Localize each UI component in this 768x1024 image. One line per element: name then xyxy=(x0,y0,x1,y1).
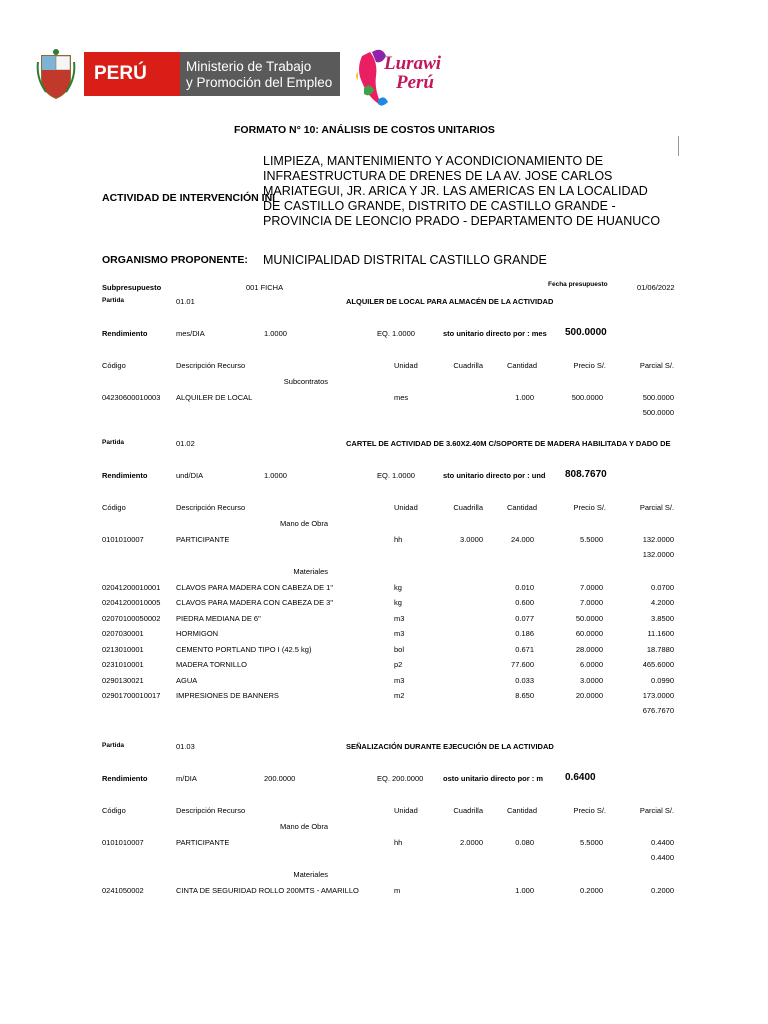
rendimiento-label: Rendimiento xyxy=(102,774,148,783)
ministry-line-1: Ministerio de Trabajo xyxy=(186,59,312,74)
row-parcial: 465.6000 xyxy=(642,660,674,669)
row-parcial: 18.7880 xyxy=(646,644,674,654)
row-precio: 5.5000 xyxy=(580,838,603,847)
row-descripcion: HORMIGON xyxy=(176,629,219,638)
partida-name: ALQUILER DE LOCAL PARA ALMACÉN DE LA ACTIVIDAD xyxy=(346,297,554,306)
row-unidad: mes xyxy=(394,393,409,402)
col-codigo: Código xyxy=(102,503,126,512)
row-cantidad: 0.186 xyxy=(515,629,534,638)
row-codigo: 02901700010017 xyxy=(102,691,161,700)
partida-label: Partida xyxy=(102,742,125,749)
row-codigo: 0207030001 xyxy=(102,629,144,638)
row-precio: 0.2000 xyxy=(580,885,603,895)
ministry-label xyxy=(180,52,340,96)
peru-coat-of-arms-icon xyxy=(36,48,76,100)
row-precio: 3.0000 xyxy=(580,675,603,685)
rendimiento-label: Rendimiento xyxy=(102,329,148,338)
row-unidad: bol xyxy=(394,644,405,654)
group-subtotal: 676.7670 xyxy=(642,705,674,715)
row-descripcion: ALQUILER DE LOCAL xyxy=(176,393,253,402)
col-unidad: Unidad xyxy=(394,806,418,815)
costo-unitario-label: sto unitario directo por : mes xyxy=(443,329,547,338)
row-codigo: 0241050002 xyxy=(102,885,144,895)
row-parcial: 11.1600 xyxy=(647,629,674,638)
row-cantidad: 24.000 xyxy=(511,535,534,544)
row-parcial: 4.2000 xyxy=(651,598,674,607)
row-descripcion: PIEDRA MEDIANA DE 6" xyxy=(176,613,261,623)
rendimiento-label: Rendimiento xyxy=(102,471,148,480)
group-subtotal: 0.4400 xyxy=(651,852,674,862)
row-cantidad: 8.650 xyxy=(515,691,534,700)
row-unidad: m2 xyxy=(394,691,405,700)
row-unidad: hh xyxy=(394,838,403,847)
rendimiento-value: 1.0000 xyxy=(264,329,287,338)
costo-unitario-value: 500.0000 xyxy=(565,327,607,338)
row-precio: 7.0000 xyxy=(580,598,603,607)
row-unidad: m3 xyxy=(394,613,405,623)
row-unidad: kg xyxy=(394,582,402,592)
row-cantidad: 1.000 xyxy=(515,885,534,895)
subpresupuesto-value: 001 FICHA xyxy=(246,283,284,292)
row-precio: 6.0000 xyxy=(580,660,603,669)
partida-name: CARTEL DE ACTIVIDAD DE 3.60X2.40M C/SOPORTE DE MADERA HABILITADA Y DADO DE xyxy=(346,439,671,448)
row-unidad: m3 xyxy=(394,675,405,685)
costo-unitario-label: sto unitario directo por : und xyxy=(443,471,546,480)
fecha-label: Fecha presupuesto xyxy=(548,281,608,288)
row-precio: 500.0000 xyxy=(571,393,603,402)
row-codigo: 02041200010001 xyxy=(102,582,161,592)
row-unidad: m3 xyxy=(394,629,405,638)
row-parcial: 132.0000 xyxy=(642,535,674,544)
row-descripcion: MADERA TORNILLO xyxy=(176,660,247,669)
rendimiento-unit: m/DIA xyxy=(176,774,197,783)
subpresupuesto-label: Subpresupuesto xyxy=(102,283,162,292)
row-cuadrilla: 2.0000 xyxy=(460,838,483,847)
row-cantidad: 0.033 xyxy=(515,675,534,685)
rendimiento-value: 200.0000 xyxy=(264,774,296,783)
costo-unitario-value: 0.6400 xyxy=(565,772,596,783)
partida-label: Partida xyxy=(102,439,125,446)
row-precio: 20.0000 xyxy=(575,691,603,700)
eq-value: EQ. 1.0000 xyxy=(377,471,415,480)
row-precio: 28.0000 xyxy=(575,644,603,654)
activity-label: ACTIVIDAD DE INTERVENCIÓN INI xyxy=(102,192,276,204)
row-codigo: 0290130021 xyxy=(102,675,144,685)
col-precio: Precio S/. xyxy=(573,361,606,370)
group-label: Mano de Obra xyxy=(280,822,328,831)
row-descripcion: CEMENTO PORTLAND TIPO I (42.5 kg) xyxy=(176,644,312,654)
ministry-line-2: y Promoción del Empleo xyxy=(186,75,333,90)
row-parcial: 0.2000 xyxy=(651,885,674,895)
row-descripcion: IMPRESIONES DE BANNERS xyxy=(176,691,279,700)
col-descripcion: Descripción Recurso xyxy=(176,361,246,370)
row-unidad: p2 xyxy=(394,660,403,669)
row-codigo: 0213010001 xyxy=(102,644,144,654)
row-cantidad: 0.671 xyxy=(515,644,534,654)
activity-value: LIMPIEZA, MANTENIMIENTO Y ACONDICIONAMIENTO DE INFRAESTRUCTURA DE DRENES DE LA AV. JOSE CARLOS MARIATEGUI, JR. ARICA Y JR. LAS AMERICAS EN LA LOCALIDAD DE CASTILLO GRANDE, DISTRITO DE CASTILLO GRANDE - PROVINCIA DE LEONCIO PRADO - DEPARTAMENTO DE HUANUCO xyxy=(263,154,661,228)
row-unidad: m xyxy=(394,885,401,895)
row-codigo: 0231010001 xyxy=(102,660,144,669)
col-cuadrilla: Cuadrilla xyxy=(453,361,483,370)
col-precio: Precio S/. xyxy=(573,806,606,815)
lurawi-line-1: Lurawi xyxy=(384,53,442,74)
col-cantidad: Cantidad xyxy=(506,806,537,815)
group-label: Materiales xyxy=(293,869,328,879)
partida-name: SEÑALIZACIÓN DURANTE EJECUCIÓN DE LA ACTIVIDAD xyxy=(346,742,554,751)
row-cantidad: 77.600 xyxy=(511,660,534,669)
eq-value: EQ. 200.0000 xyxy=(377,774,424,783)
col-parcial: Parcial S/. xyxy=(639,503,674,512)
row-precio: 60.0000 xyxy=(575,629,603,638)
row-parcial: 173.0000 xyxy=(642,691,674,700)
col-codigo: Código xyxy=(102,361,126,370)
group-label: Subcontratos xyxy=(283,377,328,386)
col-unidad: Unidad xyxy=(394,361,418,370)
col-descripcion: Descripción Recurso xyxy=(176,503,246,512)
row-descripcion: AGUA xyxy=(176,675,198,685)
col-cuadrilla: Cuadrilla xyxy=(453,503,483,512)
rendimiento-value: 1.0000 xyxy=(264,471,287,480)
col-precio: Precio S/. xyxy=(573,503,606,512)
rendimiento-unit: und/DIA xyxy=(176,471,204,480)
col-unidad: Unidad xyxy=(394,503,418,512)
col-cantidad: Cantidad xyxy=(506,361,537,370)
col-parcial: Parcial S/. xyxy=(639,361,674,370)
row-codigo: 02070100050002 xyxy=(102,613,161,623)
row-parcial: 0.4400 xyxy=(651,838,674,847)
document-title: FORMATO N° 10: ANÁLISIS DE COSTOS UNITARIOS xyxy=(234,124,495,136)
group-subtotal: 500.0000 xyxy=(642,407,674,417)
partida-label: Partida xyxy=(102,297,125,304)
group-label: Mano de Obra xyxy=(280,519,328,528)
lurawi-wordmark xyxy=(384,54,441,92)
col-codigo: Código xyxy=(102,806,126,815)
header-logos xyxy=(36,40,442,112)
row-parcial: 0.0990 xyxy=(651,675,674,685)
row-parcial: 500.0000 xyxy=(642,393,674,402)
row-parcial: 0.0700 xyxy=(651,582,674,592)
col-descripcion: Descripción Recurso xyxy=(176,806,246,815)
rendimiento-unit: mes/DIA xyxy=(176,329,205,338)
row-unidad: kg xyxy=(394,598,402,607)
row-codigo: 02041200010005 xyxy=(102,598,161,607)
partida-code: 01.03 xyxy=(176,742,195,751)
row-unidad: hh xyxy=(394,535,403,544)
row-descripcion: CLAVOS PARA MADERA CON CABEZA DE 3" xyxy=(176,598,334,607)
row-precio: 7.0000 xyxy=(580,582,603,592)
row-descripcion: CLAVOS PARA MADERA CON CABEZA DE 1" xyxy=(176,582,334,592)
fecha-value: 01/06/2022 xyxy=(637,283,675,292)
row-cuadrilla: 3.0000 xyxy=(460,535,483,544)
org-label: ORGANISMO PROPONENTE: xyxy=(102,254,248,266)
row-precio: 5.5000 xyxy=(580,535,603,544)
text-cursor-line xyxy=(678,136,679,156)
row-cantidad: 0.077 xyxy=(515,613,534,623)
lurawi-line-2: Perú xyxy=(396,72,434,93)
row-descripcion: CINTA DE SEGURIDAD ROLLO 200MTS - AMARILLO xyxy=(176,885,359,895)
row-cantidad: 0.010 xyxy=(515,582,534,592)
row-parcial: 3.8500 xyxy=(651,613,674,623)
row-codigo: 0101010007 xyxy=(102,535,144,544)
row-codigo: 04230600010003 xyxy=(102,393,161,402)
col-cantidad: Cantidad xyxy=(506,503,537,512)
row-precio: 50.0000 xyxy=(575,613,603,623)
group-label: Materiales xyxy=(293,566,328,576)
col-cuadrilla: Cuadrilla xyxy=(453,806,483,815)
row-descripcion: PARTICIPANTE xyxy=(176,838,230,847)
costo-unitario-value: 808.7670 xyxy=(565,469,607,480)
row-descripcion: PARTICIPANTE xyxy=(176,535,230,544)
row-cantidad: 0.080 xyxy=(515,838,534,847)
partida-code: 01.01 xyxy=(176,297,195,306)
costo-unitario-label: osto unitario directo por : m xyxy=(443,774,544,783)
row-cantidad: 1.000 xyxy=(515,393,534,402)
org-value: MUNICIPALIDAD DISTRITAL CASTILLO GRANDE xyxy=(263,253,547,267)
peru-label: PERÚ xyxy=(84,52,180,96)
row-cantidad: 0.600 xyxy=(515,598,534,607)
group-subtotal: 132.0000 xyxy=(642,549,674,559)
eq-value: EQ. 1.0000 xyxy=(377,329,415,338)
partida-code: 01.02 xyxy=(176,439,195,448)
row-codigo: 0101010007 xyxy=(102,838,144,847)
col-parcial: Parcial S/. xyxy=(639,806,674,815)
